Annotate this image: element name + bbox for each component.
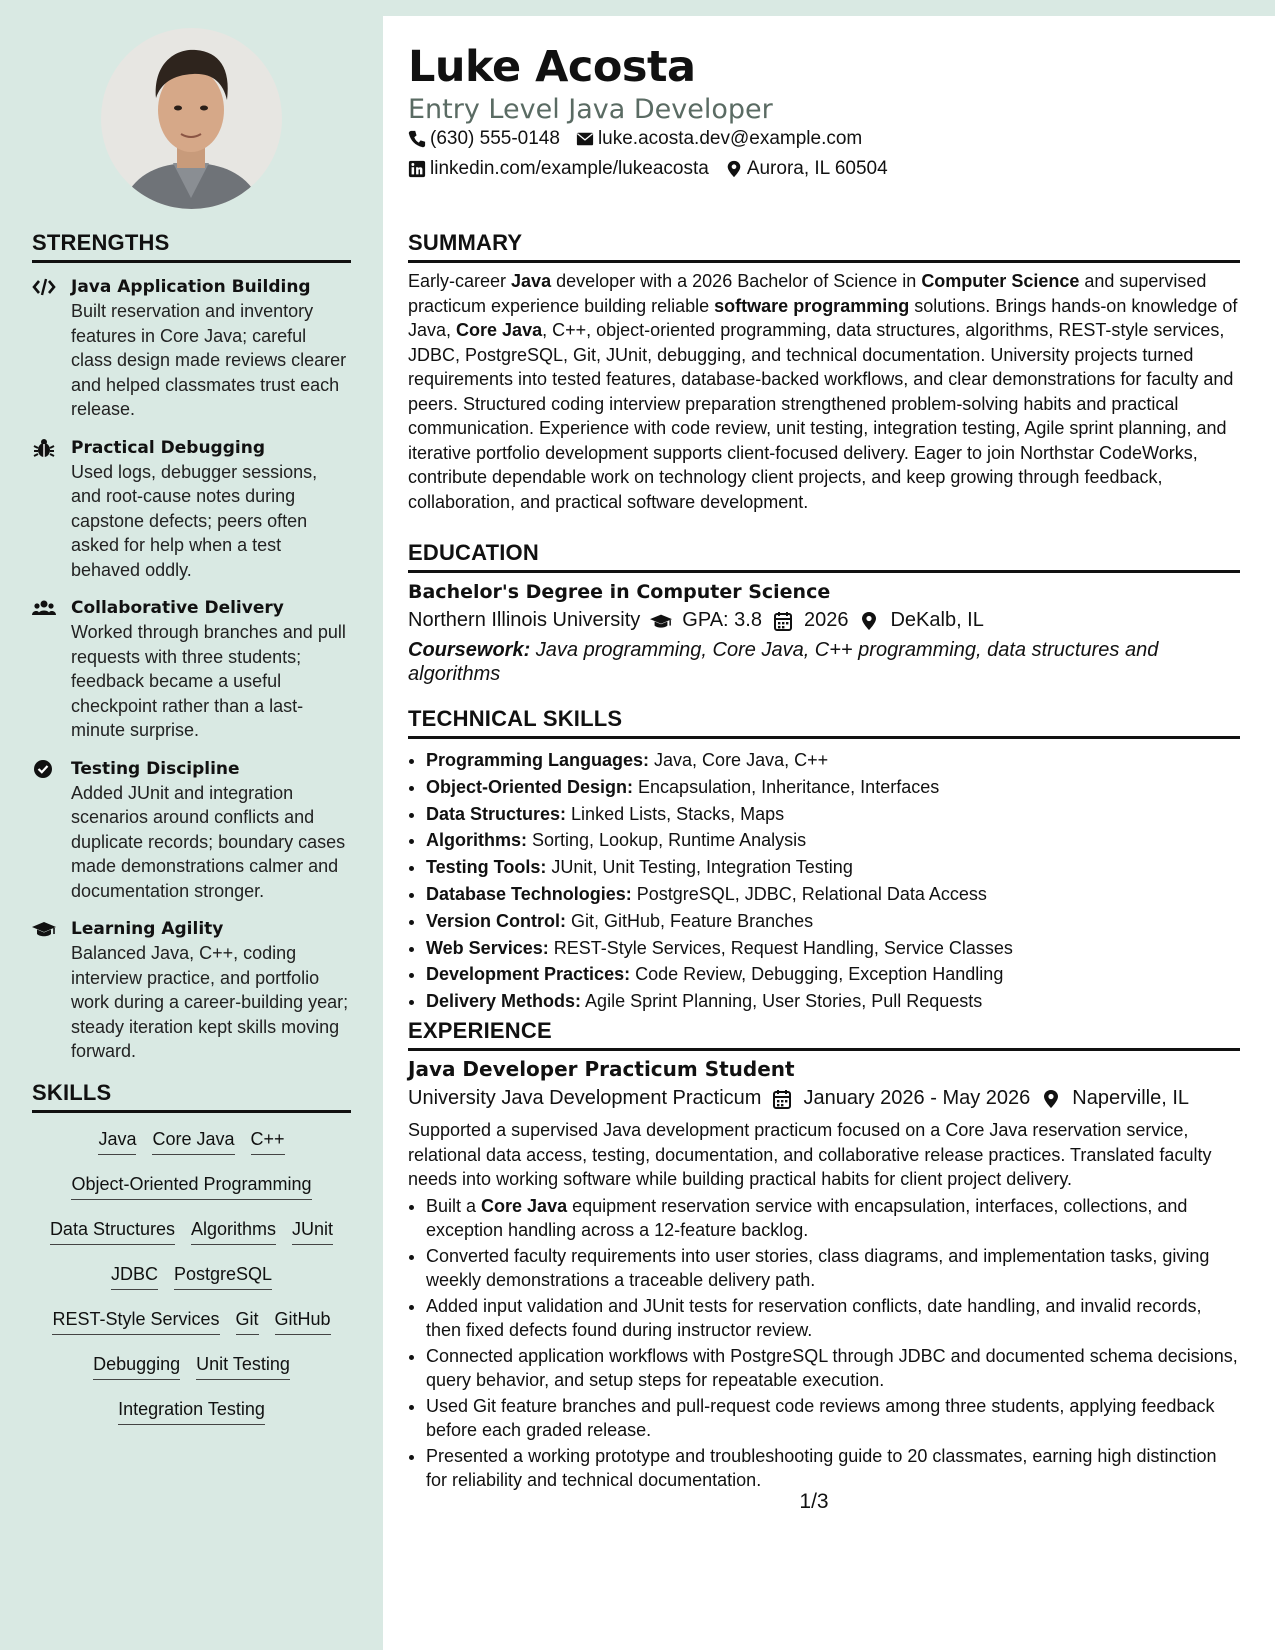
technical-skills-title: TECHNICAL SKILLS [408,706,1240,739]
list-item: • Data Structures: Linked Lists, Stacks, Maps [426,801,1240,828]
technical-skills-list [408,747,1240,1015]
skill-tag: Algorithms [191,1217,276,1245]
map-pin-icon [858,611,880,631]
check-circle-icon [32,759,56,779]
skill-tag: REST-Style Services [52,1307,219,1335]
skills-section [32,1080,351,1442]
calendar-icon [771,1089,793,1109]
strength-desc: Built reservation and inventory features in Core Java; careful class design made reviews clearer and helped classmates trust each release. [71,301,347,419]
skill-tag: Object-Oriented Programming [71,1172,311,1200]
list-item: • Used Git feature branches and pull-request code reviews among three students, applying feedback before each graded release. [426,1394,1240,1443]
list-item: • Testing Tools: JUnit, Unit Testing, Integration Testing [426,854,1240,881]
location-text: Aurora, IL 60504 [746,158,888,179]
list-item: • Algorithms: Sorting, Lookup, Runtime Analysis [426,827,1240,854]
coursework-text: Java programming, Core Java, C++ programming, data structures and algorithms [408,639,1159,685]
linkedin-text: linkedin.com/example/lukeacosta [430,158,709,179]
list-item: • Development Practices: Code Review, Debugging, Exception Handling [426,961,1240,988]
technical-skills-section [408,706,1240,1015]
job-dates: January 2026 - May 2026 [803,1087,1031,1109]
skill-tag: Unit Testing [196,1352,290,1380]
strengths-title: STRENGTHS [32,230,351,263]
strength-title: Java Application Building [71,277,311,297]
strengths-section [32,230,351,1064]
graduation-cap-icon [32,919,56,939]
contact-row [408,158,888,180]
skill-row [32,1307,351,1352]
contact-linkedin [408,158,709,180]
candidate-role: Entry Level Java Developer [408,94,773,125]
email-text: luke.acosta.dev@example.com [597,128,863,149]
contact-row [408,128,862,150]
list-item: • Database Technologies: PostgreSQL, JDBC, Relational Data Access [426,881,1240,908]
degree-name: Bachelor's Degree in Computer Science [408,581,831,603]
list-item: • Programming Languages: Java, Core Java, C++ [426,747,1240,774]
phone-icon [408,130,426,148]
education-location: DeKalb, IL [890,609,984,631]
list-item: • Built a Core Java equipment reservation service with encapsulation, interfaces, collections, and exception handling across a 12-feature backlog. [426,1194,1240,1243]
contact-location [725,158,888,180]
strength-title: Learning Agility [71,919,224,939]
job-location: Naperville, IL [1072,1087,1189,1109]
strength-item [32,275,351,422]
skill-tag: JDBC [111,1262,158,1290]
phone-text: (630) 555-0148 [430,128,560,149]
skill-tag: Java [98,1127,136,1155]
bug-icon [32,438,56,458]
candidate-name: Luke Acosta [408,42,696,92]
skill-row [32,1262,351,1307]
strength-desc: Used logs, debugger sessions, and root-cause notes during capstone defects; peers often asked for help when a test behaved oddly. [71,461,318,580]
skill-tag: PostgreSQL [174,1262,272,1290]
summary-title: SUMMARY [408,230,1240,263]
code-icon [32,277,56,297]
strength-desc: Worked through branches and pull requests with three students; feedback became a useful checkpoint rather than a last-minute surprise. [71,622,346,740]
map-pin-icon [1040,1089,1062,1109]
strength-title: Testing Discipline [71,758,240,779]
calendar-icon [772,611,794,631]
linkedin-icon [408,160,426,178]
skill-tag: GitHub [275,1307,331,1335]
list-item: • Web Services: REST-Style Services, Request Handling, Service Classes [426,935,1240,962]
list-item: • Connected application workflows with PostgreSQL through JDBC and documented schema decisions, query behavior, and setup steps for repeatable execution. [426,1344,1240,1393]
graduation-cap-icon [650,611,672,631]
envelope-icon [576,130,594,148]
list-item: • Presented a working prototype and troubleshooting guide to 20 classmates, earning high distinction for reliability and technical documentation. [426,1444,1240,1493]
school-name: Northern Illinois University [408,609,641,631]
summary-text: Early-career Java developer with a 2026 Bachelor of Science in Computer Science and supervised practicum experience building reliable software programming solutions. Brings hands-on knowledge of Java, Core Java, C++, object-oriented programming, data structures, algorithms, REST-style services, JDBC, PostgreSQL, Git, JUnit, debugging, and technical documentation. University projects turned requirements into tested features, database-backed workflows, and clear demonstrations for faculty and peers. Structured coding interview preparation strengthened problem-solving habits and practical communication. Experience with code review, unit testing, integration testing, Agile sprint planning, and iterative portfolio development supports client-focused delivery. Eager to join Northstar CodeWorks, contribute dependable work on technology client projects, and keep growing through feedback, collaboration, and practical software development. [408,271,1238,512]
skills-title: SKILLS [32,1080,351,1113]
list-item: • Delivery Methods: Agile Sprint Planning, User Stories, Pull Requests [426,988,1240,1015]
skill-tag: JUnit [292,1217,333,1245]
summary-section [408,230,1240,514]
sidebar [0,0,383,1650]
list-item: • Added input validation and JUnit tests for reservation conflicts, date handling, and invalid records, then fixed defects found during instructor review. [426,1294,1240,1343]
strength-title: Collaborative Delivery [71,598,284,618]
strength-item [32,596,351,743]
skill-row [32,1217,351,1262]
main-content [383,16,1275,1650]
users-icon [32,598,56,618]
company-name: University Java Development Practicum [408,1087,762,1109]
gpa-text: GPA: 3.8 [682,609,762,631]
skill-tag: Debugging [93,1352,180,1380]
skill-row [32,1397,351,1442]
list-item: • Object-Oriented Design: Encapsulation, Inheritance, Interfaces [426,774,1240,801]
strength-desc: Added JUnit and integration scenarios around conflicts and duplicate records; boundary cases made demonstrations calmer and documentation stronger. [71,782,346,901]
coursework [408,638,1240,686]
strength-desc: Balanced Java, C++, coding interview practice, and portfolio work during a career-building year; steady iteration kept skills moving forward. [71,943,349,1061]
experience-section [408,1018,1240,1494]
education-details [408,609,1240,632]
skill-row [32,1172,351,1217]
list-item: • Converted faculty requirements into user stories, class diagrams, and implementation tasks, giving weekly demonstrations a traceable delivery path. [426,1244,1240,1293]
skill-tag: C++ [251,1127,285,1155]
education-title: EDUCATION [408,540,1240,573]
experience-title: EXPERIENCE [408,1018,1240,1051]
job-description: Supported a supervised Java development practicum focused on a Core Java reservation service, relational data access, testing, documentation, and collaborative release practices. Translated faculty needs into working software while building practical habits for client project delivery. [408,1120,1212,1189]
job-title: Java Developer Practicum Student [408,1057,795,1081]
skill-tag: Git [236,1307,259,1335]
contact-phone [408,128,560,150]
skill-tag: Integration Testing [118,1397,265,1425]
page-number: 1/3 [799,1490,829,1513]
map-pin-icon [725,160,743,178]
coursework-label: Coursework: [408,639,531,661]
education-section [408,540,1240,686]
graduation-year: 2026 [803,609,849,631]
job-details [408,1087,1240,1110]
contact-email [576,128,862,150]
strength-item [32,757,351,904]
list-item: • Version Control: Git, GitHub, Feature Branches [426,908,1240,935]
profile-photo [101,28,282,209]
skill-tag: Data Structures [50,1217,175,1245]
strength-item [32,917,351,1064]
skill-row [32,1127,351,1172]
skills-cloud [32,1127,351,1442]
strength-item [32,436,351,583]
skill-row [32,1352,351,1397]
job-bullets [408,1194,1240,1493]
skill-tag: Core Java [152,1127,234,1155]
strength-title: Practical Debugging [71,437,265,458]
